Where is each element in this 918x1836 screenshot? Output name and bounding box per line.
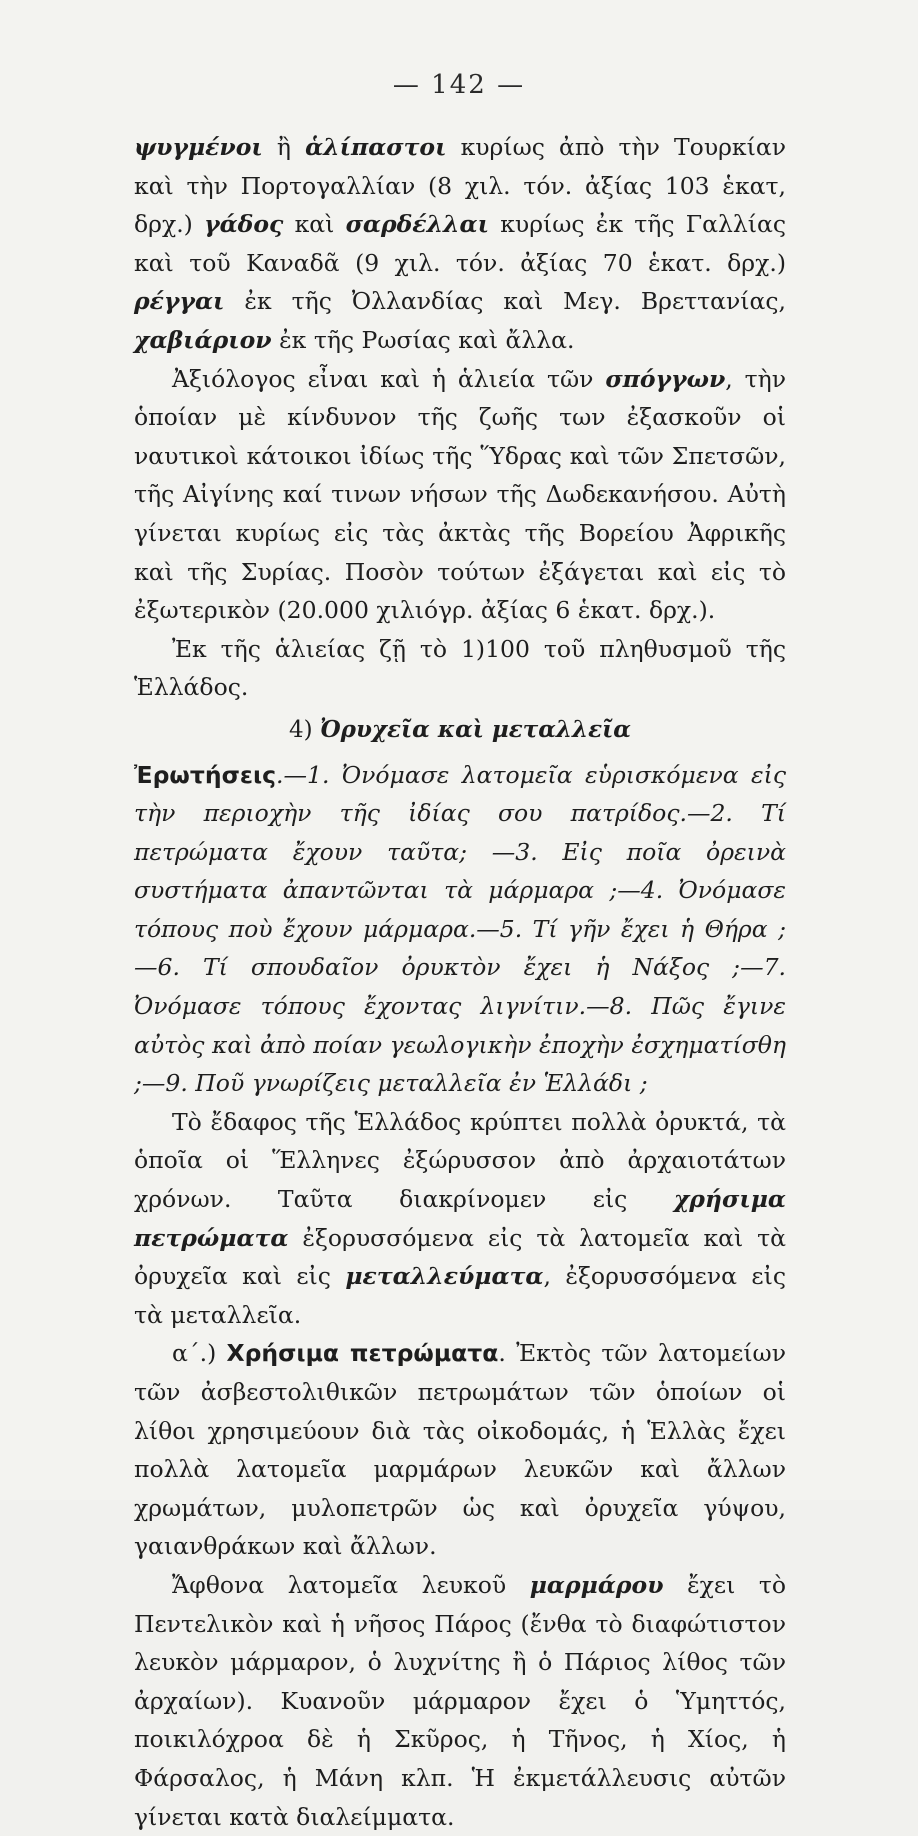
text-run: ἢ	[262, 133, 306, 161]
text-run: κυρίως ἐκ τῆς Γαλλίας καὶ τοῦ Καναδᾶ (9 χιλ. τόν. ἀξίας 70 ἑκατ. δρχ.)	[134, 210, 786, 277]
paragraph-exports	[134, 128, 786, 360]
section-heading	[134, 711, 786, 750]
text-run: κυρίως ἀπὸ τὴν Τουρκίαν καὶ τὴν Πορτογαλλίαν (8 χιλ. τόν. ἀξίας 103 ἑκατ, δρχ.)	[134, 133, 786, 239]
text-run: α΄.)	[172, 1339, 227, 1368]
text-run: Ἄφθονα λατομεῖα λευκοῦ	[172, 1570, 530, 1599]
text-run: Τὸ ἔδαφος τῆς Ἑλλάδος κρύπτει πολλὰ ὀρυκτά, τὰ ὁποῖα οἱ Ἕλληνες ἐξώρυσσον ἀπὸ ἀρχαιοτάτων χρόνων. Ταῦτα διακρίνομεν εἰς	[134, 1107, 786, 1214]
text-run: ἐξορυσσόμενα εἰς τὰ λατομεῖα καὶ τὰ ὀρυχεῖα καὶ εἰς	[134, 1223, 786, 1291]
term-chaviarion: χαβιάριον	[134, 325, 272, 354]
paragraph-questions	[134, 756, 786, 1103]
term-marmarou: μαρμάρου	[529, 1570, 664, 1599]
text-run: , ἐξορυσσόμενα εἰς τὰ μεταλλεῖα.	[134, 1262, 786, 1329]
text-run: . Ἐκτὸς τῶν λατομείων τῶν ἀσβεστολιθικῶν πετρωμάτων τῶν ὁποίων οἱ λίθοι χρησιμεύουν διὰ τὰς οἰκοδομάς, ἡ Ἑλλὰς ἔχει πολλὰ λατομεῖα μαρμάρων λευκῶν καὶ ἄλλων χρωμάτων, μυλοπετρῶν ὡς καὶ ὀρυχεῖα γύψου, γαιανθράκων καὶ ἄλλων.	[134, 1339, 786, 1561]
questions-text: .—1. Ὀνόμασε λατομεῖα εὑρισκόμενα εἰς τὴν περιοχὴν τῆς ἰδίας σου πατρίδος.—2. Τί πετρώματα ἔχουν ταῦτα; —3. Εἰς ποῖα ὀρεινὰ συστήματα ἀπαντῶνται τὰ μάρμαρα ;—4. Ὀνόμασε τόπους ποὺ ἔχουν μάρμαρα.—5. Τί γῆν ἔχει ἡ Θήρα ; —6. Τί σπουδαῖον ὀρυκτὸν ἔχει ἡ Νάξος ;—7. Ὀνόμασε τόπους ἔχοντας λιγνίτιν.—8. Πῶς ἔγινε αὐτὸς καὶ ἀπὸ ποίαν γεωλογικὴν ἐποχὴν ἐσχηματίσθη ;—9. Ποῦ γνωρίζεις μεταλλεῖα ἐν Ἑλλάδι ;	[134, 760, 786, 1098]
term-rengai: ρέγγαι	[134, 287, 225, 316]
text-run: ἐκ τῆς Ὀλλανδίας καὶ Μεγ. Βρεττανίας,	[224, 287, 786, 316]
questions-label: Ἐρωτήσεις	[134, 760, 277, 789]
term-chrisima-petromata: χρήσιμα πετρώματα	[134, 1185, 786, 1252]
term-metalleumata: μεταλλεύματα	[345, 1262, 544, 1291]
text-run: Ἀξιόλογος εἶναι καὶ ἡ ἁλιεία τῶν	[172, 364, 606, 393]
term-spongon: σπόγγων	[605, 364, 726, 393]
text-run: ἔχει τὸ Πεντελικὸν καὶ ἡ νῆσος Πάρος (ἔνθα τὸ διαφώτιστον λευκὸν μάρμαρον, ὁ λυχνίτης ἢ ὁ Πάριος λίθος τῶν ἀρχαίων). Κυανοῦν μάρμαρον ἔχει ὁ Ὑμηττός, ποικιλόχροα δὲ ἡ Σκῦρος, ἡ Τῆνος, ἡ Χίος, ἡ Φάρσαλος, ἡ Μάνη κλπ. Ἡ ἐκμετάλλευσις αὐτῶν γίνεται κατὰ διαλείμματα.	[134, 1570, 787, 1831]
section-number: 4)	[289, 716, 320, 743]
paragraph-minerals-intro	[134, 1103, 786, 1335]
paragraph-sponges	[134, 360, 786, 630]
term-psygmenoi: ψυγμένοι	[134, 133, 263, 161]
term-alipastoi: ἁλίπαστοι	[305, 133, 447, 161]
subheading-useful-rocks: Χρήσιμα πετρώματα	[226, 1339, 499, 1368]
paragraph-marble	[134, 1566, 786, 1836]
paragraph-useful-rocks	[134, 1334, 786, 1566]
paragraph-fishing-population: Ἐκ τῆς ἁλιείας ζῇ τὸ 1)100 τοῦ πληθυσμοῦ τῆς Ἑλλάδος.	[134, 634, 786, 702]
section-title: Ὀρυχεῖα καὶ μεταλλεῖα	[319, 715, 631, 743]
text-run: καὶ	[283, 210, 346, 239]
text-run: , τὴν ὁποίαν μὲ κίνδυνον τῆς ζωῆς των ἐξασκοῦν οἱ ναυτικοὶ κάτοικοι ἰδίως τῆς Ὕδρας καὶ τῶν Σπετσῶν, τῆς Αἰγίνης καί τινων νήσων τῆς Δωδεκανήσου. Αὐτὴ γίνεται κυρίως εἰς τὰς ἀκτὰς τῆς Βορείου Ἀφρικῆς καὶ τῆς Συρίας. Ποσὸν τούτων ἐξάγεται καὶ εἰς τὸ ἐξωτερικὸν (20.000 χιλιόγρ. ἀξίας 6 ἑκατ. δρχ.).	[134, 364, 786, 625]
term-sardellai: σαρδέλλαι	[345, 210, 489, 239]
body-text	[134, 128, 786, 1836]
page-number: — 142 —	[392, 70, 526, 100]
text-run: ἐκ τῆς Ρωσίας καὶ ἄλλα.	[271, 325, 575, 354]
term-gados: γάδος	[204, 210, 284, 239]
